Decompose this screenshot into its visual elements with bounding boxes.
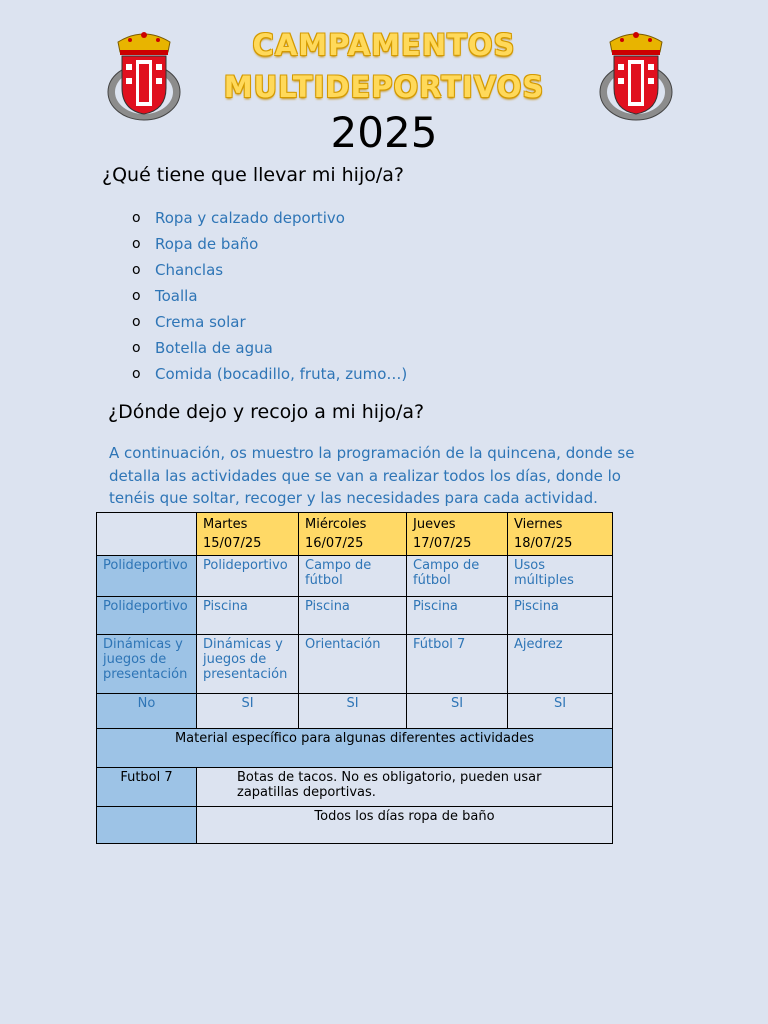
day-header [407, 513, 508, 556]
row-label: Polideportivo [97, 556, 197, 597]
list-item-text: Toalla [155, 287, 198, 305]
materials-label [97, 807, 197, 844]
row-label: Dinámicas y juegos de presentación [97, 635, 197, 694]
day-header [299, 513, 407, 556]
day-name: Martes [203, 517, 248, 532]
table-cell: Piscina [299, 597, 407, 635]
table-cell: Dinámicas y juegos de presentación [197, 635, 299, 694]
table-cell: Orientación [299, 635, 407, 694]
table-cell: Piscina [197, 597, 299, 635]
day-name: Jueves [413, 517, 456, 532]
materials-text: Botas de tacos. No es obligatorio, pueden usar zapatillas deportivas. [197, 768, 613, 807]
table-cell: Campo de fútbol [299, 556, 407, 597]
title-line-1: CAMPAMENTOS [252, 28, 516, 62]
bullet-marker: o [132, 262, 141, 278]
table-cell: Piscina [407, 597, 508, 635]
materials-table [96, 728, 613, 844]
table-cell: Piscina [508, 597, 613, 635]
row-label: No [97, 694, 197, 732]
list-item-text: Ropa de baño [155, 235, 259, 253]
list-item [132, 205, 407, 231]
list-item-text: Crema solar [155, 313, 246, 331]
bullet-marker: o [132, 288, 141, 304]
table-row [97, 597, 613, 635]
table-cell: SI [407, 694, 508, 732]
day-date: 16/07/25 [305, 536, 364, 551]
table-cell: Ajedrez [508, 635, 613, 694]
list-item-text: Ropa y calzado deportivo [155, 209, 345, 227]
section-heading-what-to-bring: ¿Qué tiene que llevar mi hijo/a? [102, 164, 404, 186]
table-row [97, 556, 613, 597]
list-item [132, 283, 407, 309]
table-cell: SI [197, 694, 299, 732]
intro-paragraph: A continuación, os muestro la programación de la quincena, donde se detalla las actividades que se van a realizar todos los días, donde lo tenéis que soltar, recoger y las necesidades para cada actividad. [109, 444, 635, 507]
row-label: Polideportivo [97, 597, 197, 635]
bullet-marker: o [132, 340, 141, 356]
empty-header-cell [97, 513, 197, 556]
table-cell: SI [508, 694, 613, 732]
bullet-marker: o [132, 314, 141, 330]
day-date: 17/07/25 [413, 536, 472, 551]
title-line-2: MULTIDEPORTIVOS [223, 70, 545, 104]
table-cell: Fútbol 7 [407, 635, 508, 694]
table-cell: Campo de fútbol [407, 556, 508, 597]
table-header-row [97, 513, 613, 556]
list-item [132, 361, 407, 387]
table-cell: Polideportivo [197, 556, 299, 597]
packing-list [132, 205, 407, 387]
table-cell: Usos múltiples [508, 556, 613, 597]
day-header [508, 513, 613, 556]
list-item [132, 335, 407, 361]
section-heading-drop-off: ¿Dónde dejo y recojo a mi hijo/a? [108, 401, 425, 423]
table-row [97, 694, 613, 732]
materials-title-row [97, 729, 613, 768]
day-name: Miércoles [305, 517, 367, 532]
materials-label: Futbol 7 [97, 768, 197, 807]
day-date: 18/07/25 [514, 536, 573, 551]
list-item-text: Comida (bocadillo, fruta, zumo…) [155, 365, 408, 383]
table-row [97, 635, 613, 694]
year-heading: 2025 [330, 108, 438, 157]
day-header [197, 513, 299, 556]
bullet-marker: o [132, 236, 141, 252]
bullet-marker: o [132, 366, 141, 382]
table-row [97, 807, 613, 844]
table-cell: SI [299, 694, 407, 732]
day-name: Viernes [514, 517, 563, 532]
list-item [132, 309, 407, 335]
list-item [132, 231, 407, 257]
bullet-marker: o [132, 210, 141, 226]
materials-title: Material específico para algunas diferentes actividades [97, 729, 613, 768]
list-item-text: Chanclas [155, 261, 224, 279]
list-item-text: Botella de agua [155, 339, 273, 357]
day-date: 15/07/25 [203, 536, 262, 551]
list-item [132, 257, 407, 283]
schedule-table [96, 512, 613, 732]
materials-text: Todos los días ropa de baño [197, 807, 613, 844]
table-row [97, 768, 613, 807]
